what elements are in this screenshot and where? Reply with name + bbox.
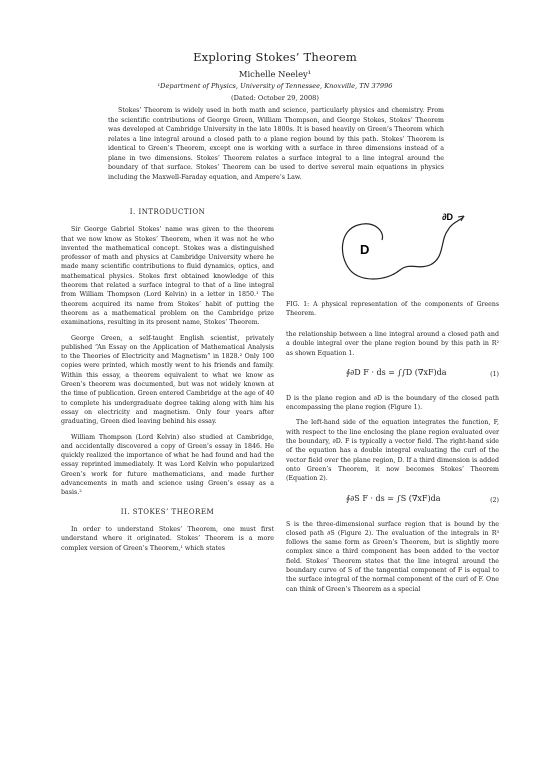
date-line: (Dated: October 29, 2008) [231, 94, 319, 102]
affiliation-line: ¹Department of Physics, University of Tennessee, Knoxville, TN 37996 [157, 82, 393, 90]
equation-2 [286, 490, 499, 512]
section-heading-stokes: II. STOKES’ THEOREM [120, 507, 215, 516]
left-column [61, 208, 274, 559]
intro-paragraph-3: William Thompson (Lord Kelvin) also studied at Cambridge, and accidentally discovered a copy of Green’s essay in 1846. He quickly realized the importance of what he had found and had the essay reprinted immediately. It was Lord Kelvin who popularized Green’s work for future mathematicians, and made further advancements in math and science using Green’s essay as a basis.² [61, 433, 274, 497]
abstract: Stokes’ Theorem is widely used in both math and science, particularly physics and chemistry. From the scientific contributions of George Green, William Thompson, and George Stokes, Stokes’ Theorem was developed at Cambridge University in the late 1800s. It is based heavily on Green’s Theorem which relates a line integral around a closed path to a plane region bound by this path. Stokes’ Theorem is identical to Green’s Theorem, except one is working with a surface in three dimensions instead of a plane in two dimensions. Stokes’ Theorem relates a surface integral to a line integral around the boundary of that surface. Stokes’ Theorem can be used to derive several main equations in physics including the Maxwell-Faraday equation, and Ampere’s Law. [108, 107, 444, 181]
equation-1-body: ∮∂D F · ds = ∫∫D (∇xF)da [346, 367, 447, 377]
author-line: Michelle Neeley¹ [238, 69, 312, 79]
right-paragraph-3: The left-hand side of the equation integrates the function, F, with respect to the line enclosing the plane region evaluated over the boundary, ∂D. F is typically a vector field. The right-hand side of the equation has a double integral evaluating the curl of the vector field over the plane region, D. If a third dimension is added onto Green’s Theorem, it now becomes Stokes’ Theorem (Equation 2). [286, 419, 499, 483]
boundary-label: ∂D [442, 212, 453, 222]
equation-2-body: ∮∂S F · ds = ∫S (∇xF)da [346, 493, 441, 503]
right-column [286, 330, 499, 600]
right-paragraph-2: D is the plane region and ∂D is the boundary of the closed path encompassing the plane region (Figure 1). [286, 394, 499, 412]
equation-1-number: (1) [490, 370, 499, 378]
intro-paragraph-1: Sir George Gabriel Stokes’ name was given to the theorem that we now know as Stokes’ Theorem, when it was not he who invented the mathematical concept. Stokes was a distinguished professor of math and physics at Cambridge University where he made many scientific contributions to fluid dynamics, optics, and mathematical physics. Stokes first obtained knowledge of this theorem that related a surface integral to that of a line integral from William Thompson (Lord Kelvin) in a letter in 1850.¹ The theorem acquired its name from Stokes’ habit of putting the theorem as a mathematical problem on the Cambridge prize examinations, resulting in its present name, Stokes’ Theorem. [61, 226, 274, 327]
region-label: D [360, 242, 370, 257]
right-paragraph-4: S is the three-dimensional surface region that is bound by the closed path ∂S (Figure 2). The evaluation of the integrals in R³ follows the same form as Green’s Theorem, but is slightly more complex since a third component has been added to the vector field. Stokes’ Theorem states that the line integral around the boundary curve of S of the tangential component of F is equal to the surface integral of the normal component of the curl of F. One can think of Green’s Theorem as a special [286, 520, 499, 593]
figure-greens-theorem [330, 210, 470, 290]
boundary-curve-top [358, 224, 383, 240]
right-paragraph-1: the relationship between a line integral around a closed path and a double integral over the plane region bound by this path in R² as shown Equation 1. [286, 331, 499, 357]
section-heading-introduction: I. INTRODUCTION [129, 208, 206, 216]
equation-1 [286, 364, 499, 386]
stokes-paragraph-1: In order to understand Stokes’ Theorem, one must first understand where it originated. Stokes’ Theorem is a more complex version of Green’s Theorem,¹ which states [61, 525, 274, 552]
paper-title: Exploring Stokes’ Theorem [193, 50, 357, 64]
equation-2-number: (2) [490, 496, 499, 504]
intro-paragraph-2: George Green, a self-taught English scientist, privately published “An Essay on the Application of Mathematical Analysis to the Theories of Electricity and Magnetism” in 1828.² Only 100 copies were printed, which mostly went to his friends and family. Within this essay, a theorem equivalent to what we know as Green’s theorem was documented, but was not widely known at the time of publication. Green entered Cambridge at the age of 40 to complete his undergraduate degree taking along with him his essay on electricity and magnetism. Only four years after graduating, Green died leaving behind his essay. [61, 334, 274, 426]
closed-path-diagram [330, 210, 470, 290]
figure-caption: FIG. 1: A physical representation of the components of Greens Theorem. [286, 301, 499, 317]
